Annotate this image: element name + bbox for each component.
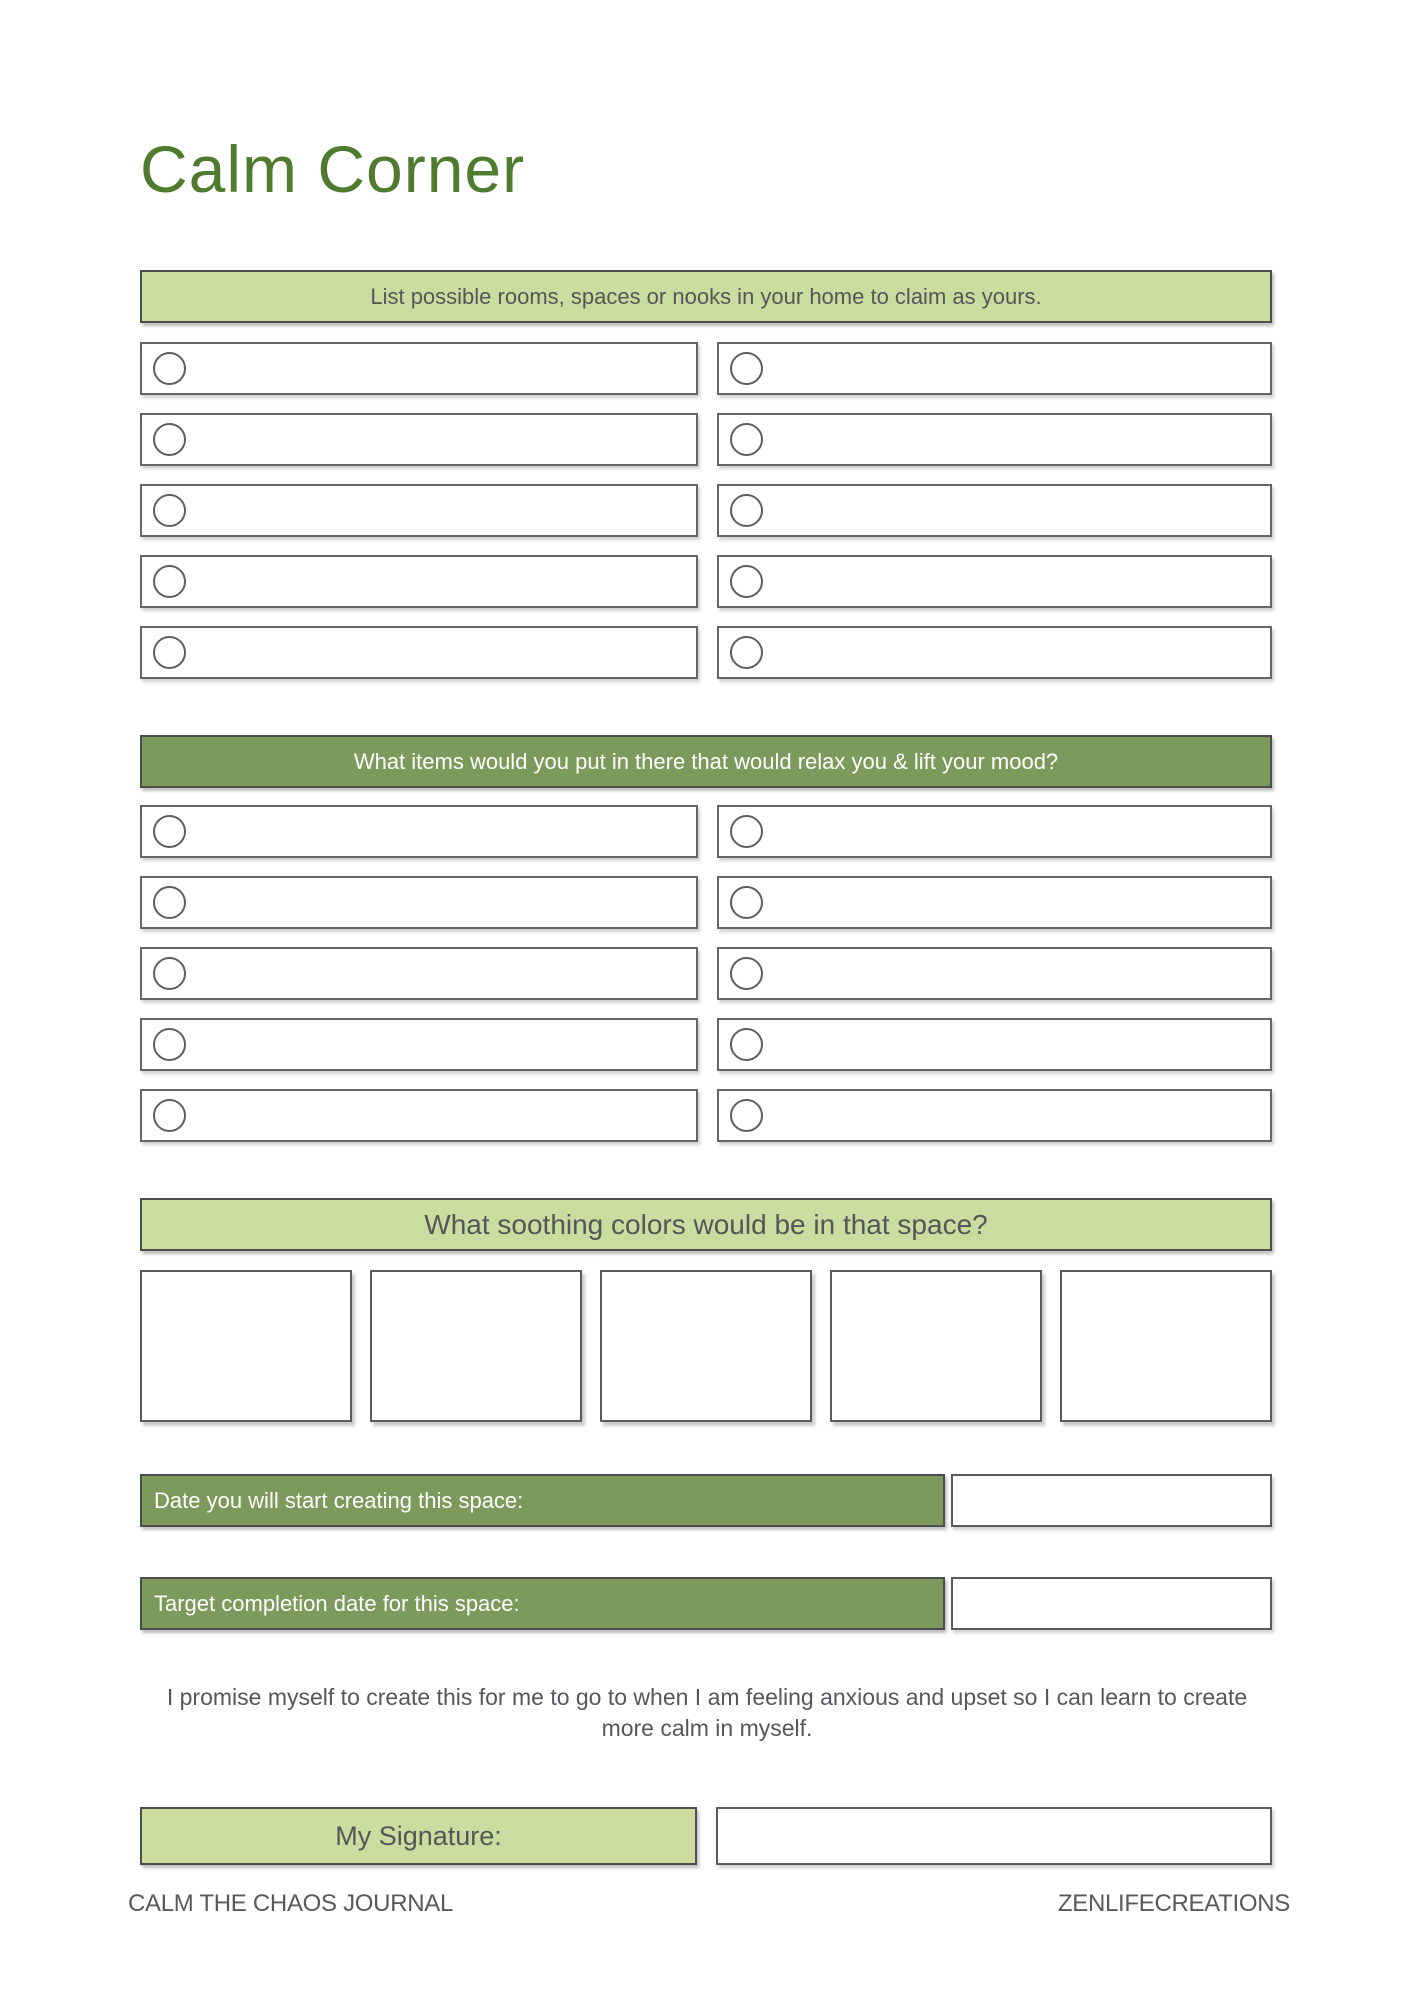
page-footer xyxy=(128,1890,1290,1918)
color-swatch-box[interactable] xyxy=(370,1270,582,1422)
footer-brand-name: ZENLIFECREATIONS xyxy=(1057,1890,1290,1917)
color-swatch-box[interactable] xyxy=(600,1270,812,1422)
items-list xyxy=(140,805,1272,1142)
item-entry-line[interactable] xyxy=(140,1018,698,1071)
bullet-circle[interactable] xyxy=(153,423,186,456)
target-date-row xyxy=(140,1577,1272,1630)
section-heading-soothing-colors-label: What soothing colors would be in that space? xyxy=(424,1208,988,1240)
bullet-circle[interactable] xyxy=(153,1028,186,1061)
room-entry-line[interactable] xyxy=(717,555,1272,608)
color-swatch-box[interactable] xyxy=(140,1270,352,1422)
bullet-circle[interactable] xyxy=(730,494,763,527)
item-entry-line[interactable] xyxy=(717,805,1272,858)
room-entry-line[interactable] xyxy=(140,626,698,679)
signature-row xyxy=(140,1807,1272,1865)
section-heading-items xyxy=(140,735,1272,788)
start-date-row xyxy=(140,1474,1272,1527)
color-swatch-row xyxy=(140,1270,1272,1422)
bullet-circle[interactable] xyxy=(153,636,186,669)
bullet-circle[interactable] xyxy=(153,957,186,990)
color-swatch-box[interactable] xyxy=(830,1270,1042,1422)
room-entry-line[interactable] xyxy=(140,413,698,466)
bullet-circle[interactable] xyxy=(730,423,763,456)
bullet-circle[interactable] xyxy=(730,352,763,385)
start-date-label: Date you will start creating this space: xyxy=(140,1474,945,1527)
bullet-circle[interactable] xyxy=(153,565,186,598)
section-heading-rooms-label: List possible rooms, spaces or nooks in your home to claim as yours. xyxy=(370,283,1042,309)
item-entry-line[interactable] xyxy=(140,876,698,929)
promise-statement: I promise myself to create this for me to go to when I am feeling anxious and upset so I can learn to create more calm in myself. xyxy=(166,1684,1248,1741)
room-entry-line[interactable] xyxy=(140,555,698,608)
signature-label: My Signature: xyxy=(140,1807,697,1865)
footer-journal-name: CALM THE CHAOS JOURNAL xyxy=(128,1890,454,1917)
bullet-circle[interactable] xyxy=(153,352,186,385)
room-entry-line[interactable] xyxy=(717,413,1272,466)
item-entry-line[interactable] xyxy=(140,805,698,858)
bullet-circle[interactable] xyxy=(730,1028,763,1061)
section-heading-soothing-colors xyxy=(140,1198,1272,1251)
bullet-circle[interactable] xyxy=(730,565,763,598)
bullet-circle[interactable] xyxy=(730,636,763,669)
item-entry-line[interactable] xyxy=(140,1089,698,1142)
page-title: Calm Corner xyxy=(140,132,526,206)
bullet-circle[interactable] xyxy=(153,815,186,848)
item-entry-line[interactable] xyxy=(717,947,1272,1000)
item-entry-line[interactable] xyxy=(717,1018,1272,1071)
item-entry-line[interactable] xyxy=(140,947,698,1000)
bullet-circle[interactable] xyxy=(730,886,763,919)
room-entry-line[interactable] xyxy=(717,342,1272,395)
room-entry-line[interactable] xyxy=(140,342,698,395)
room-entry-line[interactable] xyxy=(717,626,1272,679)
item-entry-line[interactable] xyxy=(717,876,1272,929)
target-date-input[interactable] xyxy=(951,1577,1272,1630)
start-date-input[interactable] xyxy=(951,1474,1272,1527)
color-swatch-box[interactable] xyxy=(1060,1270,1272,1422)
bullet-circle[interactable] xyxy=(730,957,763,990)
section-heading-rooms xyxy=(140,270,1272,323)
bullet-circle[interactable] xyxy=(153,494,186,527)
signature-input[interactable] xyxy=(716,1807,1272,1865)
bullet-circle[interactable] xyxy=(730,1099,763,1132)
bullet-circle[interactable] xyxy=(153,1099,186,1132)
rooms-list xyxy=(140,342,1272,679)
item-entry-line[interactable] xyxy=(717,1089,1272,1142)
section-heading-items-label: What items would you put in there that would relax you & lift your mood? xyxy=(353,748,1059,774)
bullet-circle[interactable] xyxy=(730,815,763,848)
target-date-label: Target completion date for this space: xyxy=(140,1577,945,1630)
bullet-circle[interactable] xyxy=(153,886,186,919)
room-entry-line[interactable] xyxy=(140,484,698,537)
room-entry-line[interactable] xyxy=(717,484,1272,537)
